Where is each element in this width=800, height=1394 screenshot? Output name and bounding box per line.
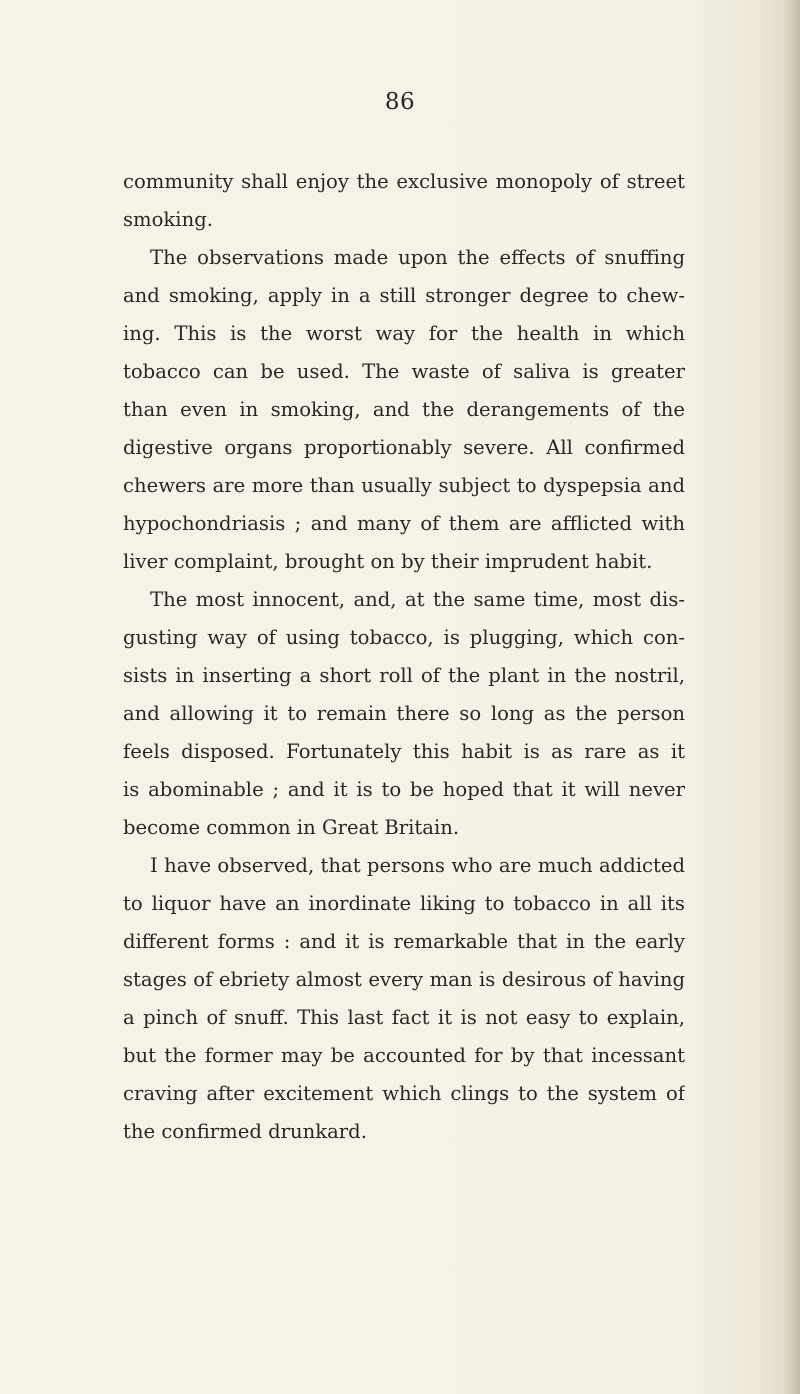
- page-number: 86: [384, 89, 416, 115]
- body-text: [123, 163, 685, 1151]
- text-line: craving after excitement which clings to the system of: [123, 1082, 685, 1105]
- text-line: The observations made upon the effects of snuffing: [150, 246, 685, 269]
- text-line: to liquor have an inordinate liking to tobacco in all its: [123, 892, 685, 915]
- text-line: sists in inserting a short roll of the plant in the nostril,: [123, 664, 685, 687]
- text-line: become common in Great Britain.: [123, 816, 460, 839]
- page-edge-shadow: [782, 0, 800, 1394]
- text-line: digestive organs proportionably severe. All confirmed: [123, 436, 685, 459]
- text-line: feels disposed. Fortunately this habit is as rare as it: [123, 740, 685, 763]
- text-line: chewers are more than usually subject to dyspepsia and: [123, 474, 685, 497]
- text-line: is abominable ; and it is to be hoped that it will never: [123, 778, 685, 801]
- text-line: different forms : and it is remarkable that in the early: [123, 930, 685, 953]
- text-line: stages of ebriety almost every man is desirous of having: [123, 968, 685, 991]
- text-line: gusting way of using tobacco, is plugging, which con-: [123, 626, 685, 649]
- text-line: tobacco can be used. The waste of saliva is greater: [123, 360, 685, 383]
- text-line: liver complaint, brought on by their imprudent habit.: [123, 550, 653, 573]
- text-line: ing. This is the worst way for the health in which: [123, 322, 685, 345]
- text-line: the confirmed drunkard.: [123, 1120, 367, 1143]
- text-line: than even in smoking, and the derangements of the: [123, 398, 685, 421]
- text-line: and allowing it to remain there so long as the person: [123, 702, 685, 725]
- text-line: I have observed, that persons who are much addicted: [150, 854, 685, 877]
- text-line: and smoking, apply in a still stronger degree to chew-: [123, 284, 685, 307]
- text-line: smoking.: [123, 208, 213, 231]
- text-line: a pinch of snuff. This last fact it is not easy to explain,: [123, 1006, 685, 1029]
- text-line: hypochondriasis ; and many of them are afflicted with: [123, 512, 685, 535]
- text-line: The most innocent, and, at the same time, most dis-: [150, 588, 685, 611]
- text-line: community shall enjoy the exclusive monopoly of street: [123, 170, 685, 193]
- text-line: but the former may be accounted for by that incessant: [123, 1044, 685, 1067]
